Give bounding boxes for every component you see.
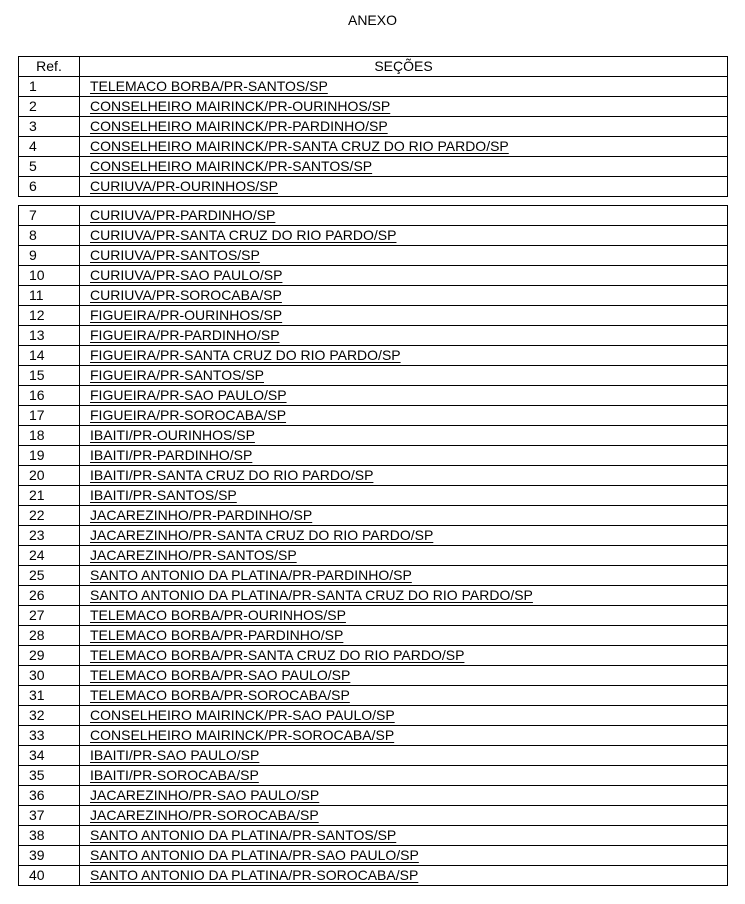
ref-cell: 25 [19,566,80,586]
ref-cell: 38 [19,826,80,846]
table-row [19,406,728,426]
table-row [19,686,728,706]
ref-cell: 7 [19,206,80,226]
column-header-secoes: SEÇÕES [80,57,728,77]
column-header-ref: Ref. [19,57,80,77]
table-row [19,706,728,726]
table-row [19,506,728,526]
ref-cell: 22 [19,506,80,526]
secao-cell: CONSELHEIRO MAIRINCK/PR-OURINHOS/SP [80,97,728,117]
table-row [19,746,728,766]
table-row [19,366,728,386]
table-body-part-2 [19,206,728,886]
ref-cell: 35 [19,766,80,786]
secao-cell: CURIUVA/PR-SANTA CRUZ DO RIO PARDO/SP [80,226,728,246]
secao-cell: IBAITI/PR-OURINHOS/SP [80,426,728,446]
secoes-table-part-1 [18,56,728,197]
table-row [19,486,728,506]
ref-cell: 11 [19,286,80,306]
secao-cell: IBAITI/PR-SAO PAULO/SP [80,746,728,766]
secao-cell: TELEMACO BORBA/PR-SANTA CRUZ DO RIO PARDO/SP [80,646,728,666]
secao-cell: CONSELHEIRO MAIRINCK/PR-SANTA CRUZ DO RIO PARDO/SP [80,137,728,157]
table-row [19,446,728,466]
secao-cell: JACAREZINHO/PR-PARDINHO/SP [80,506,728,526]
secao-cell: CONSELHEIRO MAIRINCK/PR-SAO PAULO/SP [80,706,728,726]
secao-cell: IBAITI/PR-SOROCABA/SP [80,766,728,786]
secao-cell: TELEMACO BORBA/PR-OURINHOS/SP [80,606,728,626]
table-row [19,117,728,137]
table-row [19,546,728,566]
secao-cell: SANTO ANTONIO DA PLATINA/PR-SANTOS/SP [80,826,728,846]
ref-cell: 1 [19,77,80,97]
page-title: ANEXO [347,12,397,28]
table-row [19,346,728,366]
secao-cell: FIGUEIRA/PR-SANTOS/SP [80,366,728,386]
ref-cell: 34 [19,746,80,766]
secao-cell: JACAREZINHO/PR-SANTA CRUZ DO RIO PARDO/SP [80,526,728,546]
secao-cell: SANTO ANTONIO DA PLATINA/PR-SANTA CRUZ DO RIO PARDO/SP [80,586,728,606]
ref-cell: 6 [19,177,80,197]
secao-cell: CONSELHEIRO MAIRINCK/PR-SANTOS/SP [80,157,728,177]
table-row [19,646,728,666]
secao-cell: IBAITI/PR-SANTA CRUZ DO RIO PARDO/SP [80,466,728,486]
secao-cell: JACAREZINHO/PR-SAO PAULO/SP [80,786,728,806]
table-row [19,206,728,226]
secao-cell: FIGUEIRA/PR-SOROCABA/SP [80,406,728,426]
secao-cell: CURIUVA/PR-OURINHOS/SP [80,177,728,197]
secao-cell: TELEMACO BORBA/PR-PARDINHO/SP [80,626,728,646]
ref-cell: 21 [19,486,80,506]
ref-cell: 12 [19,306,80,326]
table-body-part-1 [19,77,728,197]
ref-cell: 31 [19,686,80,706]
ref-cell: 23 [19,526,80,546]
ref-cell: 39 [19,846,80,866]
ref-cell: 15 [19,366,80,386]
table-row [19,826,728,846]
ref-cell: 33 [19,726,80,746]
secao-cell: TELEMACO BORBA/PR-SANTOS/SP [80,77,728,97]
secoes-table-part-2 [18,205,728,886]
ref-cell: 3 [19,117,80,137]
table-row [19,466,728,486]
table-row [19,566,728,586]
ref-cell: 24 [19,546,80,566]
table-row [19,177,728,197]
table-row [19,326,728,346]
table-row [19,806,728,826]
secao-cell: SANTO ANTONIO DA PLATINA/PR-PARDINHO/SP [80,566,728,586]
table-row [19,586,728,606]
ref-cell: 5 [19,157,80,177]
ref-cell: 30 [19,666,80,686]
secao-cell: CONSELHEIRO MAIRINCK/PR-PARDINHO/SP [80,117,728,137]
table-row [19,77,728,97]
table-row [19,766,728,786]
secao-cell: FIGUEIRA/PR-SAO PAULO/SP [80,386,728,406]
secao-cell: CURIUVA/PR-SOROCABA/SP [80,286,728,306]
secao-cell: CONSELHEIRO MAIRINCK/PR-SOROCABA/SP [80,726,728,746]
table-row [19,726,728,746]
secao-cell: CURIUVA/PR-PARDINHO/SP [80,206,728,226]
ref-cell: 8 [19,226,80,246]
secao-cell: JACAREZINHO/PR-SOROCABA/SP [80,806,728,826]
table-row [19,606,728,626]
table-row [19,246,728,266]
ref-cell: 40 [19,866,80,886]
secao-cell: TELEMACO BORBA/PR-SAO PAULO/SP [80,666,728,686]
secao-cell: CURIUVA/PR-SAO PAULO/SP [80,266,728,286]
table-row [19,157,728,177]
table-row [19,137,728,157]
ref-cell: 29 [19,646,80,666]
ref-cell: 13 [19,326,80,346]
table-row [19,526,728,546]
ref-cell: 20 [19,466,80,486]
table-row [19,226,728,246]
ref-cell: 37 [19,806,80,826]
ref-cell: 4 [19,137,80,157]
ref-cell: 27 [19,606,80,626]
table-row [19,866,728,886]
ref-cell: 28 [19,626,80,646]
secao-cell: TELEMACO BORBA/PR-SOROCABA/SP [80,686,728,706]
table-row [19,97,728,117]
ref-cell: 10 [19,266,80,286]
table-row [19,626,728,646]
ref-cell: 18 [19,426,80,446]
ref-cell: 9 [19,246,80,266]
table-row [19,786,728,806]
secao-cell: SANTO ANTONIO DA PLATINA/PR-SOROCABA/SP [80,866,728,886]
secao-cell: FIGUEIRA/PR-OURINHOS/SP [80,306,728,326]
ref-cell: 26 [19,586,80,606]
table-row [19,286,728,306]
ref-cell: 32 [19,706,80,726]
table-row [19,666,728,686]
secao-cell: IBAITI/PR-SANTOS/SP [80,486,728,506]
table-row [19,266,728,286]
ref-cell: 2 [19,97,80,117]
secao-cell: CURIUVA/PR-SANTOS/SP [80,246,728,266]
ref-cell: 16 [19,386,80,406]
ref-cell: 14 [19,346,80,366]
ref-cell: 17 [19,406,80,426]
table-header-row [19,57,728,77]
secao-cell: IBAITI/PR-PARDINHO/SP [80,446,728,466]
ref-cell: 19 [19,446,80,466]
secao-cell: JACAREZINHO/PR-SANTOS/SP [80,546,728,566]
table-row [19,306,728,326]
ref-cell: 36 [19,786,80,806]
table-row [19,386,728,406]
table-row [19,426,728,446]
secao-cell: FIGUEIRA/PR-SANTA CRUZ DO RIO PARDO/SP [80,346,728,366]
secao-cell: SANTO ANTONIO DA PLATINA/PR-SAO PAULO/SP [80,846,728,866]
table-row [19,846,728,866]
secao-cell: FIGUEIRA/PR-PARDINHO/SP [80,326,728,346]
